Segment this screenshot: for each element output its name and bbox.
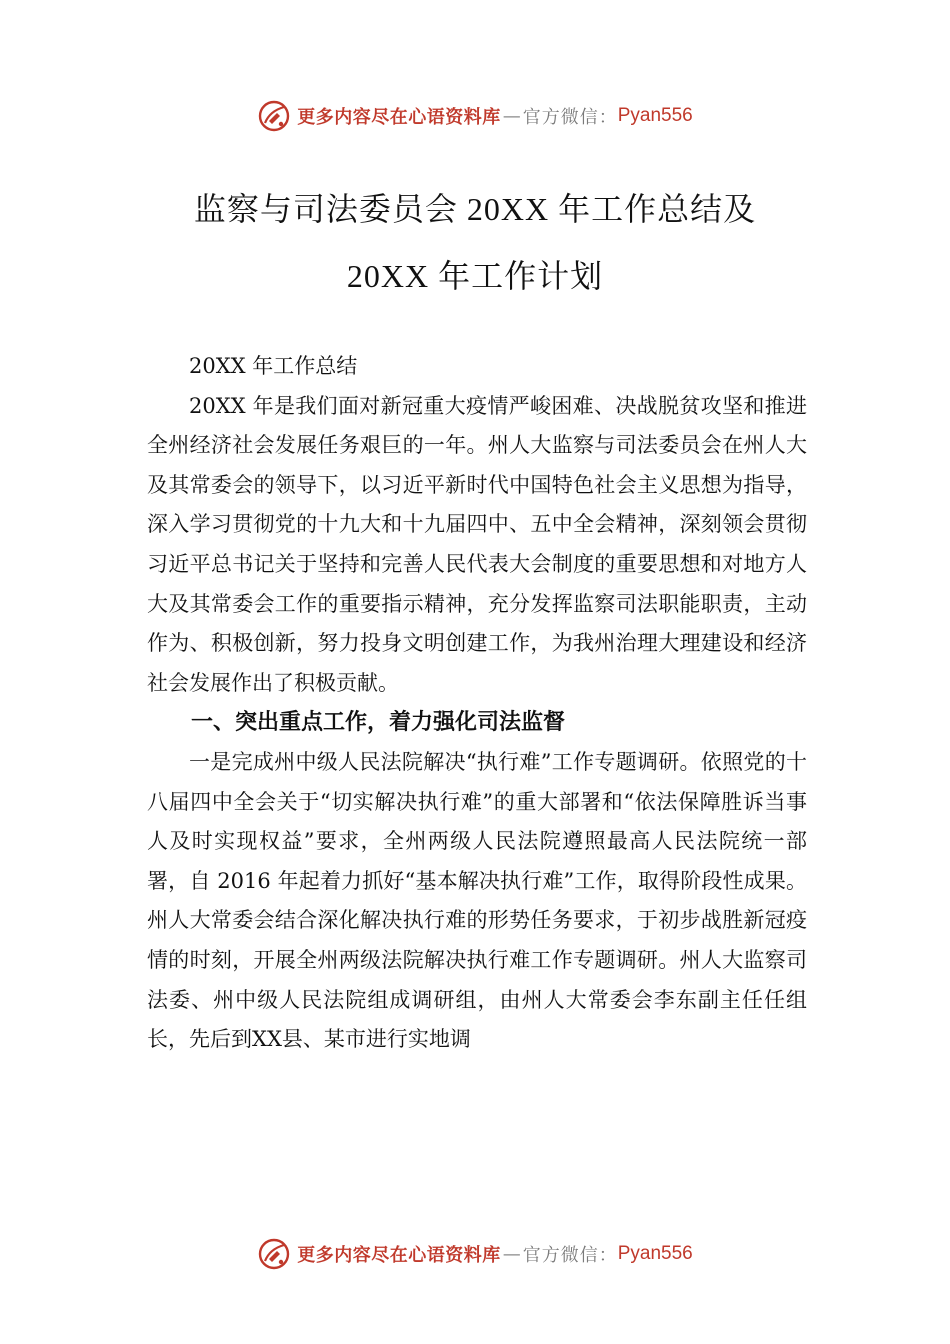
section-label: 20XX 年工作总结	[189, 354, 358, 378]
brush-logo-icon	[257, 1237, 291, 1271]
brush-logo-icon	[257, 99, 291, 133]
wechat-label: 官方微信：	[522, 1245, 618, 1266]
document-body	[147, 347, 807, 1060]
header-banner	[0, 96, 950, 136]
paragraph-1: 一是完成州中级人民法院解决“执行难”工作专题调研。依照党的十八届四中全会关于“切实解决执行难”的重大部署和“依法保障胜诉当事人及时实现权益”要求，全州两级人民法院遵照最高人民法院统一部署，自 2016 年起着力抓好“基本解决执行难”工作，取得阶段性成果。州人大常委会结合深化解决执行难的形势任务要求，于初步战胜新冠疫情的时刻，开展全州两级法院解决执行难工作专题调研。州人大监察司法委、州中级人民法院组成调研组，由州人大常委会李东副主任任组长，先后到XX县、某市进行实地调	[147, 749, 807, 1052]
wechat-id: Pyan556	[617, 105, 693, 126]
footer-banner	[0, 1234, 950, 1274]
banner-separator: —	[502, 105, 521, 127]
promo-text: 更多内容尽在心语资料库	[297, 107, 501, 128]
promo-text: 更多内容尽在心语资料库	[297, 1245, 501, 1266]
wechat-id: Pyan556	[617, 1243, 693, 1264]
document-title-line-1: 监察与司法委员会 20XX 年工作总结及	[193, 191, 757, 227]
document-title-line-2: 20XX 年工作计划	[346, 258, 604, 294]
intro-paragraph: 20XX 年是我们面对新冠重大疫情严峻困难、决战脱贫攻坚和推进全州经济社会发展任务艰巨的一年。州人大监察与司法委员会在州人大及其常委会的领导下，以习近平新时代中国特色社会主义思想为指导，深入学习贯彻党的十九大和十九届四中、五中全会精神，深刻领会贯彻习近平总书记关于坚持和完善人民代表大会制度的重要思想和对地方人大及其常委会工作的重要指示精神，充分发挥监察司法职能职责，主动作为、积极创新，努力投身文明创建工作，为我州治理大理建设和经济社会发展作出了积极贡献。	[147, 393, 807, 695]
wechat-label: 官方微信：	[522, 107, 618, 128]
banner-separator: —	[502, 1243, 521, 1265]
section-heading-1: 一、突出重点工作，着力强化司法监督	[191, 710, 566, 736]
